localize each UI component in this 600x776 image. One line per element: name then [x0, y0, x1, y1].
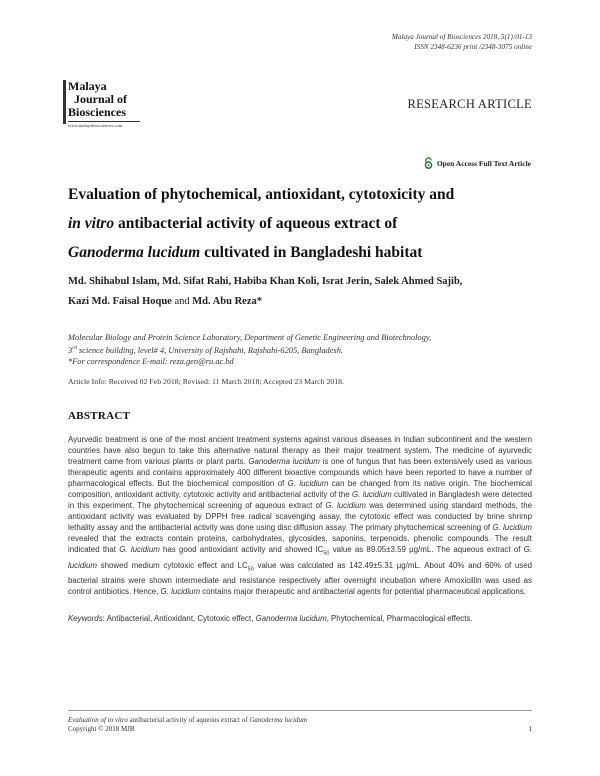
correspondence-email: *For correspondence E-mail: reza.gen@ru.ac.bd	[68, 356, 234, 366]
article-info: Article Info: Received 02 Feb 2018; Revised: 11 March 2018; Accepted 23 March 2018.	[68, 377, 344, 386]
article-title	[68, 180, 538, 267]
journal-header	[392, 33, 532, 52]
ordinal-suffix: rd	[72, 345, 77, 351]
affiliation-ordinal: 3rd	[68, 345, 77, 355]
footer-italic: Ganoderma lucidum	[249, 716, 308, 724]
abstract-text: is one of fungus that has been extensively used as various therapeutic agents and contains approximately 400 different bioactive compounds which have been reported to have a number of pharmacological effects. But the biochemical composition of	[68, 457, 532, 488]
authors-line-1: Md. Shihabul Islam, Md. Sifat Rahi, Habiba Khan Koli, Israt Jerin, Salek Ahmed Sajib,	[68, 276, 463, 287]
title-line-1: Evaluation of phytochemical, antioxidant, cytotoxicity and	[68, 186, 455, 203]
keywords-text-end: , Phytochemical, Pharmacological effects.	[326, 614, 473, 623]
abstract-text: value as 89.05±3.59 µg/mL. The aqueous extract of	[329, 545, 524, 554]
author-reza: Md. Abu Reza*	[192, 296, 262, 307]
title-italic-2: Ganoderma lucidum	[68, 244, 201, 261]
abstract-species: G. lucidium	[68, 545, 532, 570]
title-line-2-rest: antibacterial activity of aqueous extract of	[114, 215, 398, 232]
article-type: RESEARCH ARTICLE	[407, 97, 532, 111]
abstract-text: Ayurvedic treatment is one of the most ancient treatment systems against various diseases in Indian subcontinent and the western countries have also begun to take this alternative natural therapy as their major treatment system. The medicine of ayurvedic treatment came from various plants or plant parts.	[68, 435, 532, 466]
footer-text: antibacterial activity of aqueous extract of	[127, 716, 250, 724]
footer-italic: in vitro	[107, 716, 128, 724]
authors-and: and	[171, 296, 193, 307]
abstract-text: has good antioxidant activity and showed IC	[159, 545, 324, 554]
journal-logo	[68, 80, 140, 129]
keywords-text: : Antibacterial, Antioxidant, Cytotoxic effect,	[102, 614, 256, 623]
authors-line-2	[68, 292, 538, 312]
affiliation-address: science building, level# 4, University of Rajshahi, Rajshahi-6205, Bangladesh.	[76, 345, 343, 355]
abstract-species: G. lucidium	[325, 501, 366, 510]
logo-line-3: Biosciences	[68, 105, 126, 119]
abstract-species: G. lucidium	[119, 545, 160, 554]
footer-text: Evaluation of	[68, 716, 108, 724]
affiliation	[68, 332, 538, 367]
abstract-species: G. lucidium	[492, 523, 532, 532]
logo-line-2: Journal of	[74, 92, 128, 106]
abstract-text: cultivated in Bangladesh were detected in this experiment. The phytochemical screening of aqueous extract of	[68, 490, 533, 510]
keywords	[68, 613, 532, 624]
title-line-3	[68, 238, 538, 267]
abstract-species: G. lucidium	[287, 479, 329, 488]
keywords-label: Keywords	[68, 614, 103, 623]
footer-copyright: Copyright © 2018 MJB	[68, 725, 135, 733]
lc50-subscript: 50	[247, 566, 254, 573]
ic50-subscript: 50	[323, 550, 330, 557]
open-access-badge[interactable]	[423, 157, 531, 169]
open-access-icon	[423, 157, 434, 169]
abstract-species: G. lucidium	[160, 587, 201, 597]
abstract-text: showed medium cytotoxic effect and LC	[96, 560, 248, 570]
affiliation-line-2	[68, 343, 538, 356]
issn-line: ISSN 2348-6236 print /2348-3075 online	[414, 42, 532, 51]
abstract-text: was determined using standard methods, the antioxidant activity was evaluated by DPPH free radical scavenging assay, the cytotoxic effect was conducted by brine shrimp lethality assay and the antibacterial activity was done using disc diffusion assay. The primary phytochemical screening of	[68, 501, 532, 532]
author-hoque: Kazi Md. Faisal Hoque	[68, 296, 172, 307]
keywords-species: Ganoderma lucidum	[255, 614, 327, 623]
abstract-text: value was calculated as 142.49±5.31 µg/mL. About 40% and 60% of used bacterial strains were shown intermediate and resistance respectively after overnight incubation where Amoxicillin was used as control antibiotics. Hence,	[68, 560, 532, 597]
abstract-heading: ABSTRACT	[68, 410, 131, 422]
logo-line-1: Malaya	[68, 79, 107, 93]
affiliation-line-1: Molecular Biology and Protein Science Laboratory, Department of Genetic Engineering and Biotechnology,	[68, 333, 432, 342]
abstract-species: Ganoderma lucidum	[248, 457, 320, 466]
page-number: 1	[528, 725, 532, 733]
footer-running-title	[68, 716, 307, 725]
abstract-body	[68, 434, 532, 597]
open-access-label: Open Access Full Text Article	[436, 158, 531, 168]
title-italic-1: in vitro	[68, 215, 115, 232]
title-line-3-rest: cultivated in Bangladeshi habitat	[200, 244, 423, 261]
journal-citation: Malaya Journal of Biosciences 2018, 5(1):01-13	[391, 33, 532, 41]
abstract-species: G. lucidium	[352, 490, 392, 499]
logo-bar	[63, 80, 66, 124]
logo-url: www.malayabiosciences.com	[68, 121, 140, 129]
abstract-text: contains major therapeutic and antibacterial agents for potential pharmaceutical applications.	[200, 587, 526, 597]
abstract-text: revealed that the extracts contain proteins, carbohydrates, glycosides, saponins, terpenoids, phenolic compounds. The result indicated that	[68, 534, 532, 554]
abstract-text: can be changed from its native origin. The biochemical composition, antioxidant activity, cytotoxic activity and antibacterial activity of the	[68, 479, 532, 499]
title-line-2	[68, 209, 538, 238]
footer-divider	[68, 710, 532, 711]
author-list	[68, 272, 538, 312]
